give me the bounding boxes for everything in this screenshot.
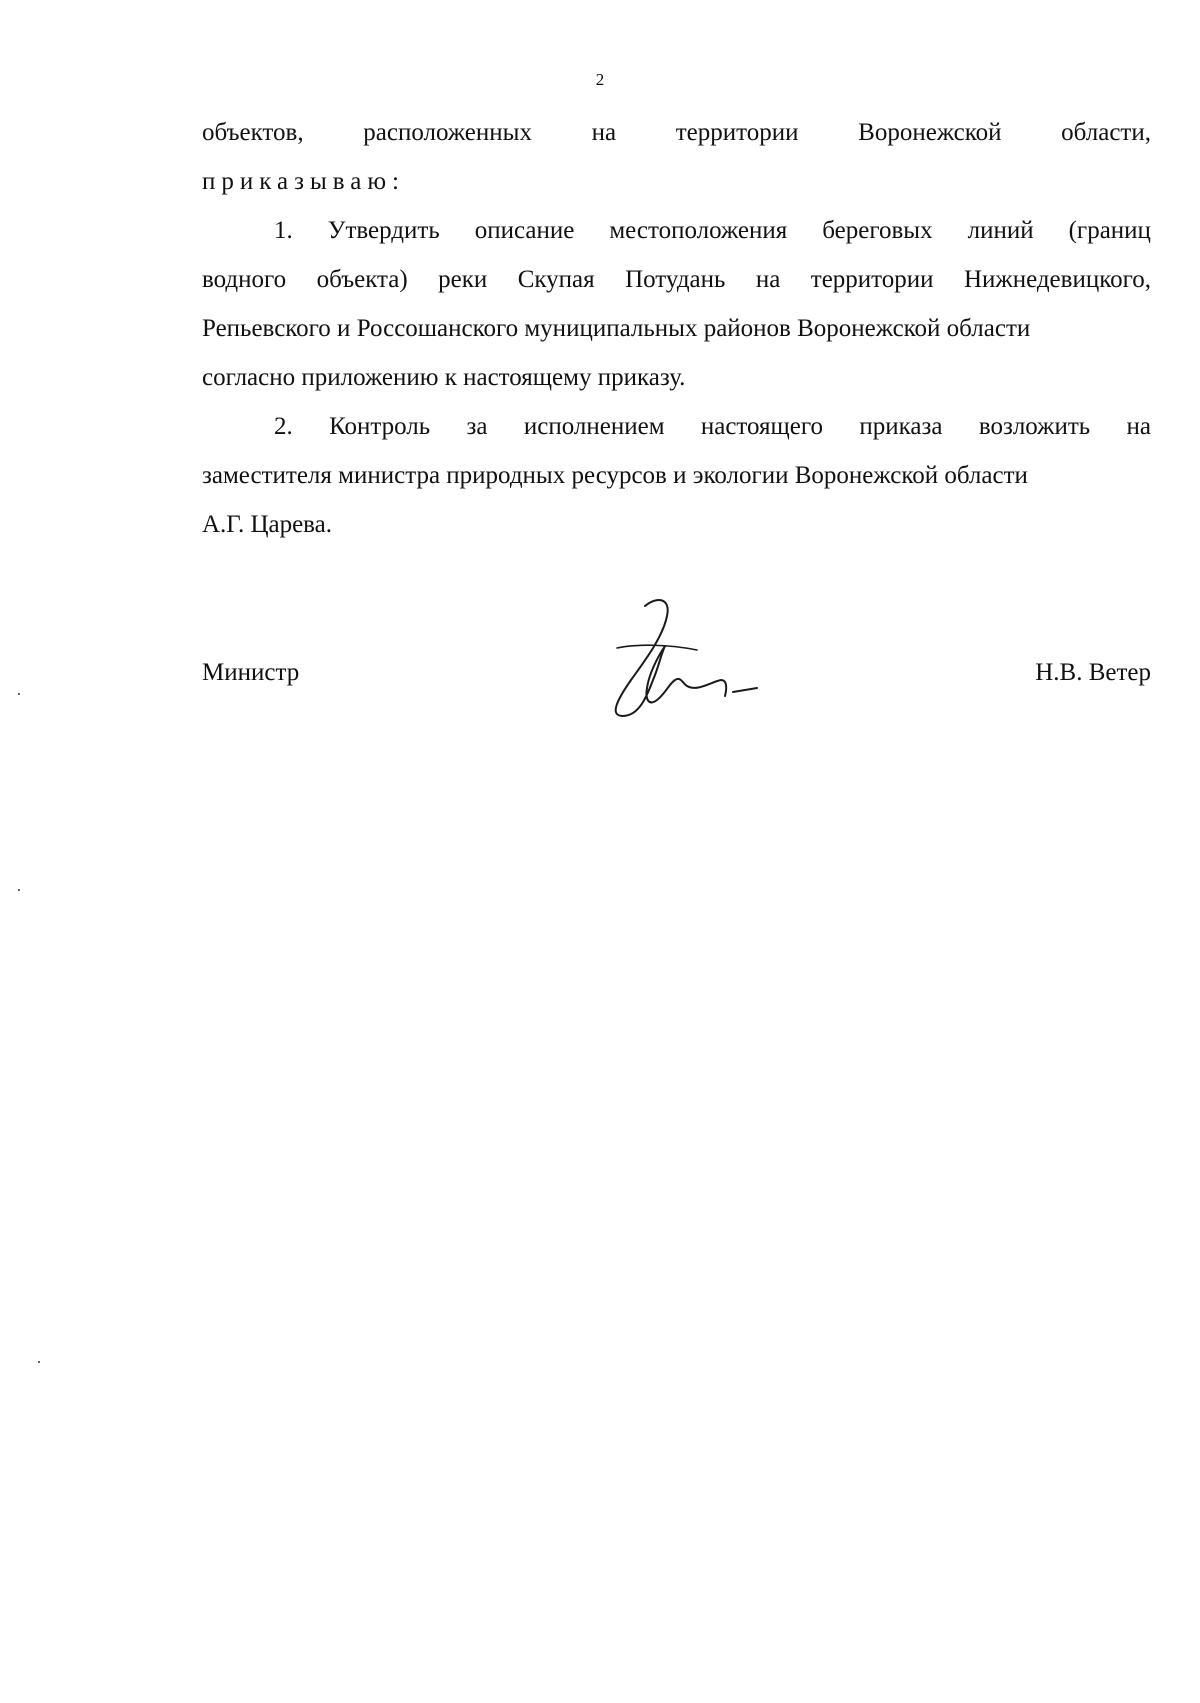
word: территории bbox=[810, 266, 934, 293]
word: приказа bbox=[859, 413, 943, 440]
word: Нижнедевицкого, bbox=[963, 266, 1151, 293]
word: Контроль bbox=[329, 413, 431, 440]
item-1-line-1 bbox=[202, 206, 1151, 255]
scan-speck bbox=[18, 693, 20, 695]
word: на bbox=[591, 119, 617, 146]
word: на bbox=[755, 266, 781, 293]
word: Потудань bbox=[625, 266, 726, 293]
handwritten-signature bbox=[587, 588, 767, 728]
word: возложить bbox=[978, 413, 1091, 440]
word: водного bbox=[202, 266, 287, 293]
scan-speck bbox=[18, 889, 20, 891]
word: на bbox=[1126, 413, 1151, 440]
page-number: 2 bbox=[595, 70, 605, 89]
word: линий bbox=[967, 217, 1034, 244]
word: области, bbox=[1061, 119, 1151, 146]
word: за bbox=[466, 413, 488, 440]
word: настоящего bbox=[700, 413, 824, 440]
item-1-line-3: Репьевского и Россошанского муниципальных районов Воронежской области bbox=[202, 315, 1031, 342]
order-verb: приказываю: bbox=[202, 168, 405, 195]
word: (границ bbox=[1068, 217, 1151, 244]
signatory-name: Н.В. Ветер bbox=[1035, 659, 1151, 686]
scan-speck bbox=[38, 1361, 40, 1363]
signature-block bbox=[202, 640, 1151, 760]
word: расположенных bbox=[363, 119, 532, 146]
word: Скупая bbox=[517, 266, 595, 293]
word: объектов, bbox=[202, 119, 304, 146]
word: Воронежской bbox=[858, 119, 1002, 146]
word: 1. bbox=[274, 217, 293, 244]
item-2-line-1 bbox=[202, 402, 1151, 451]
word: объекта) bbox=[316, 266, 408, 293]
signatory-position: Министр bbox=[202, 659, 300, 686]
item-2-line-3: А.Г. Царева. bbox=[202, 511, 333, 538]
item-2-line-2: заместителя министра природных ресурсов и экологии Воронежской области bbox=[202, 462, 1028, 489]
word: исполнением bbox=[523, 413, 665, 440]
word: Утвердить bbox=[327, 217, 440, 244]
body-line-1 bbox=[202, 108, 1151, 157]
document-body bbox=[202, 108, 1151, 549]
word: описание bbox=[474, 217, 575, 244]
word: 2. bbox=[274, 413, 293, 440]
item-1-line-2 bbox=[202, 255, 1151, 304]
word: береговых bbox=[822, 217, 933, 244]
item-1-line-4: согласно приложению к настоящему приказу. bbox=[202, 364, 686, 391]
word: территории bbox=[675, 119, 799, 146]
word: реки bbox=[438, 266, 488, 293]
word: местоположения bbox=[609, 217, 788, 244]
